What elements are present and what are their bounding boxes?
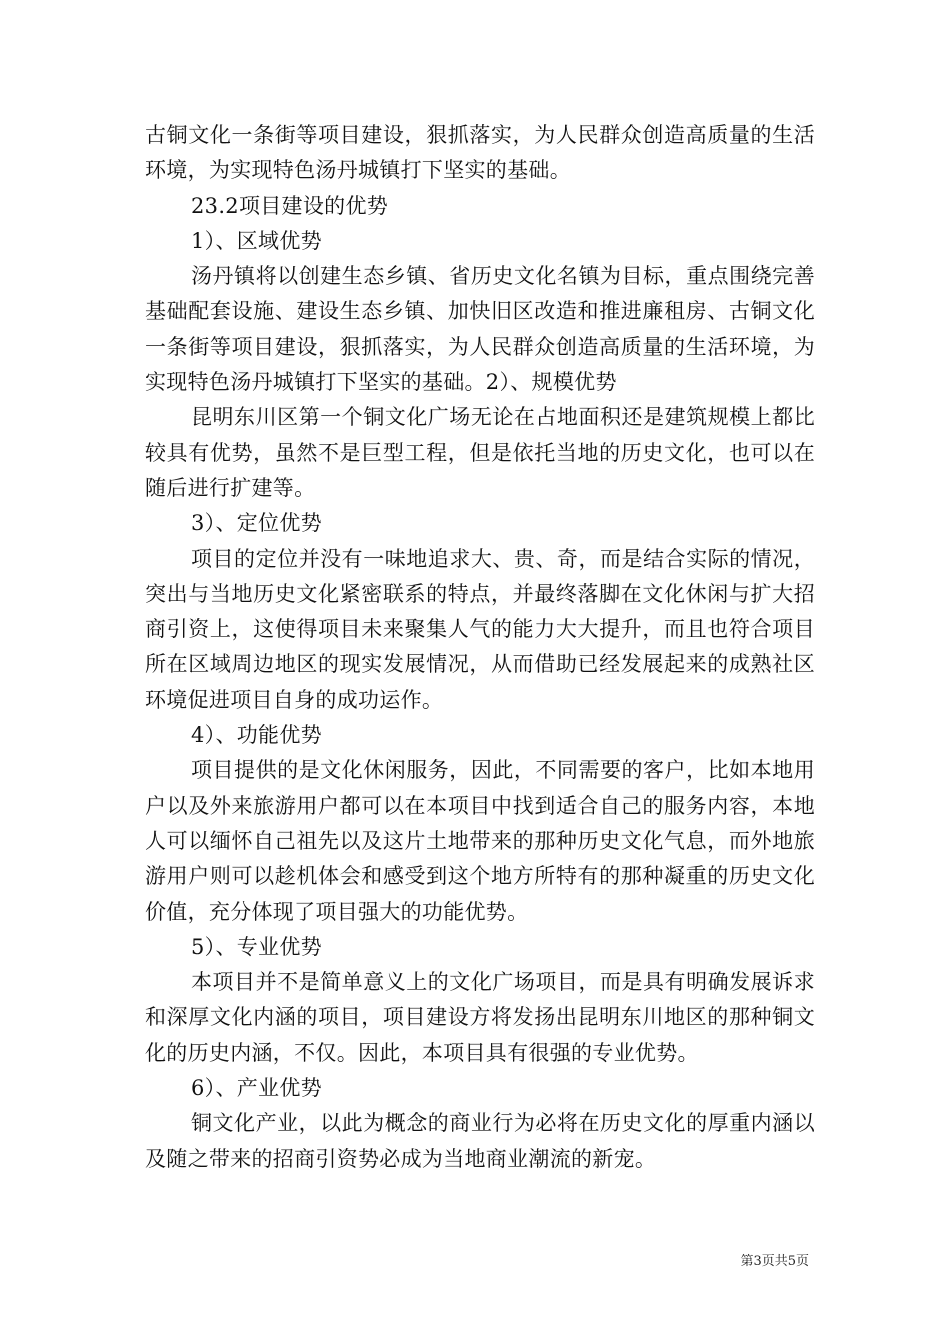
paragraph-professional-advantage: 本项目并不是简单意义上的文化广场项目，而是具有明确发展诉求和深厚文化内涵的项目，项目建设方将发扬出昆明东川地区的那种铜文化的历史内涵，不仅。因此，本项目具有很强的专业优势。 [145,970,815,1065]
paragraph-function-advantage: 项目提供的是文化休闲服务，因此，不同需要的客户，比如本地用户以及外来旅游用户都可以在本项目中找到适合自己的服务内容，本地人可以缅怀自己祖先以及这片土地带来的那种历史文化气息，而外地旅游用户则可以趁机体会和感受到这个地方所特有的那种凝重的历史文化价值，充分体现了项目强大的功能优势。 [145,758,815,924]
paragraph-regional-advantage: 汤丹镇将以创建生态乡镇、省历史文化名镇为目标，重点围绕完善基础配套设施、建设生态乡镇、加快旧区改造和推进廉租房、古铜文化一条街等项目建设，狠抓落实，为人民群众创造高质量的生活环境，为实现特色汤丹城镇打下坚实的基础。2）、规模优势 [145,264,815,395]
paragraph-1: 古铜文化一条街等项目建设，狠抓落实，为人民群众创造高质量的生活环境，为实现特色汤丹城镇打下坚实的基础。 [145,123,815,183]
paragraph-scale-advantage: 昆明东川区第一个铜文化广场无论在占地面积还是建筑规模上都比较具有优势，虽然不是巨型工程，但是依托当地的历史文化，也可以在随后进行扩建等。 [145,405,815,500]
paragraph-industry-advantage: 铜文化产业，以此为概念的商业行为必将在历史文化的厚重内涵以及随之带来的招商引资势必成为当地商业潮流的新宠。 [145,1111,815,1171]
subheading-professional-advantage: 5）、专业优势 [191,934,322,959]
subheading-regional-advantage: 1）、区域优势 [191,228,322,253]
subheading-function-advantage: 4）、功能优势 [191,723,322,748]
document-body [145,118,815,1177]
section-heading-2-3-2: 23.2项目建设的优势 [191,193,389,218]
paragraph-positioning-advantage: 项目的定位并没有一味地追求大、贵、奇，而是结合实际的情况，突出与当地历史文化紧密联系的特点，并最终落脚在文化休闲与扩大招商引资上，这使得项目未来聚集人气的能力大大提升，而且也符合项目所在区域周边地区的现实发展情况，从而借助已经发展起来的成熟社区环境促进项目自身的成功运作。 [145,546,815,712]
page-number-footer: 第3页共5页 [740,1254,809,1269]
subheading-industry-advantage: 6）、产业优势 [191,1076,322,1101]
subheading-positioning-advantage: 3）、定位优势 [191,511,322,536]
